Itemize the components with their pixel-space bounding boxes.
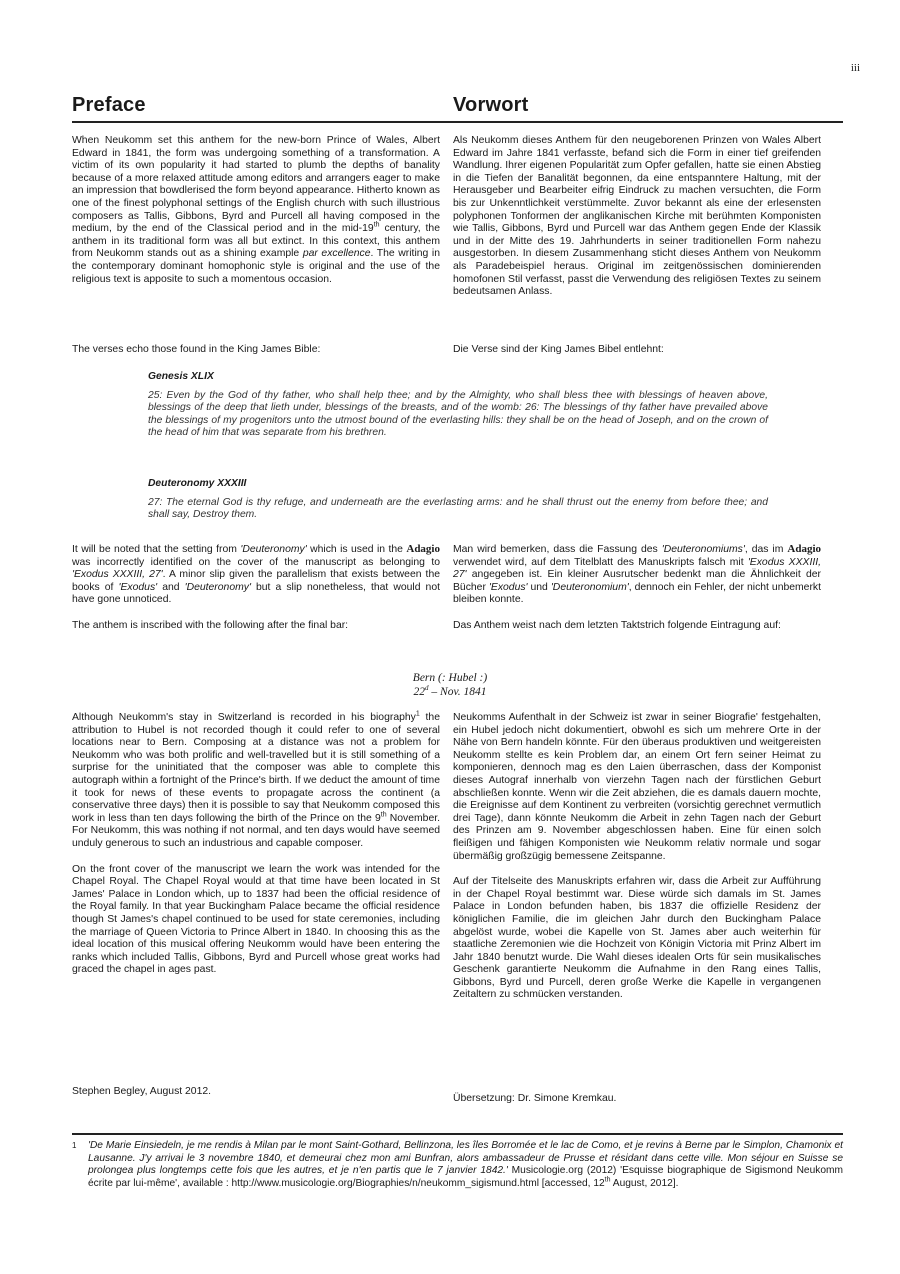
superscript: d [425, 684, 429, 693]
text: When Neukomm set this anthem for the new-born Prince of Wales, Albert Edward in 1841, the form was undergoing something of a transformation. A victim of its own popularity it had started to plumb the depths of banality because of a more relaxed attitude among editors and arrangers eager to make an impression that bowdlerised the form beyond appearance. Hitherto known as one of the finest polyphonal settings of the English church with such illustrious composers as Tallis, Gibbons, Byrd and Purcell all having composed in the medium, by the end of the Classical period and in the mid-19 [72, 135, 440, 235]
italic-text: par excellence [302, 248, 371, 260]
footnote-mark: 1 [72, 1141, 77, 1150]
genesis-block [148, 371, 768, 450]
switzerland-paragraph: Neukomms Aufenthalt in der Schweiz ist zwar in seiner Biografie' festgehalten, ein Hubel jedoch nicht dokumentiert, obwohl es sich um mehrere Orte in der Nähe von Bern handeln könnte. Für den überaus produktiven und weitgereisten Neukomm stellte es kein Problem dar, an einem Ort fern seiner Heimat zu komponieren, dennoch mag es den Laien überraschen, dass der Komponist dieses Autograf innerhalb von vierzehn Tagen nach der fürstlichen Geburt abschließen konnte. Wenn wir die Zeit abziehen, die es damals dauern mochte, die Ereignisse auf dem Kontinent zu verbreiten (vorsichtig gerechnet vermutlich drei Tage), dann könnte Neukomm die Arbeit in zehn Tagen nach der Geburt des Prinzen am 9. November abgeschlossen haben. Eine für einen solch fleißigen und fähigen Komponisten wie Neukomm relativ normale und sogar übermäßig großzügig bemessene Zeitspanne. [453, 712, 821, 862]
cover-paragraph: On the front cover of the manuscript we learn the work was intended for the Chapel Royal. The Chapel Royal would at that time have been located in St James' Palace in London which, up to 1837 had been the official residence of the Royal family. In that year Buckingham Palace became the official residence though St James's chapel continued to be used for state ceremonies, including the marriage of Queen Victoria to Prince Albert in 1840. In choosing this as the ideal location of this musical offering Neukomm would have been entering the ranks which included Tallis, Gibbons, Byrd and Purcell whose great works had graced the chapel in ages past. [72, 863, 440, 976]
german-deuteronomy-note [453, 543, 821, 646]
italic-text: 'Exodus' [488, 581, 528, 593]
deuteronomy-note-paragraph [72, 543, 440, 607]
signature-text: Stephen Begley, August 2012. [72, 1086, 212, 1097]
text: Although Neukomm's stay in Switzerland is recorded in his biography [72, 712, 416, 723]
english-intro-paragraph [72, 135, 440, 286]
deuteronomy-text: 27: The eternal God is thy refuge, and underneath are the everlasting arms: and he shall thrust out the enemy from before thee; and shall say, Destroy them. [148, 496, 768, 521]
inscribed-text: Das Anthem weist nach dem letzten Taktstrich folgende Eintragung auf: [453, 619, 781, 631]
text: century, the anthem in its traditional form was all but extinct. In this context, this anthem from Neukomm stands out as a shining example [72, 223, 440, 260]
text: angegeben ist. Ein kleiner Ausrutscher bedenkt man die Ähnlichkeit der Bücher [453, 569, 821, 593]
text: . The writing in the contemporary dominant homophonic style is original and the use of the religious text is apposite to such a momentous occasion. [72, 248, 440, 285]
inscription-line-2 [300, 685, 600, 699]
text: 22 [413, 686, 426, 698]
genesis-title: Genesis XLIX [148, 371, 214, 382]
adagio-term: Adagio [787, 543, 822, 555]
text: was incorrectly identified on the cover of the manuscript as belonging to [72, 556, 440, 568]
genesis-text: 25: Even by the God of thy father, who shall help thee; and by the Almighty, who shall bless thee with blessings of heaven above, blessings of the deep that lieth under, blessings of the breasts, and of the womb: 26: The blessings of thy father have prevailed above the blessings of my progenitors unto the utmost bound of the everlasting hills: they shall be on the head of Joseph, and on the crown of the head of him that was separate from his brethren. [148, 389, 768, 439]
english-signature [72, 1086, 440, 1112]
italic-text: 'De Marie Einsiedeln, je me rendis à Milan par le mont Saint-Gothard, Bellinzona, les îles Borromée et le lac de Como, et je revins à Berne par le Simplon, Chamonix et Lausanne. J'y arrivai le 3 novembre 1840, et demeurai chez mon ami Bunfran, alors ambassadeur de Prusse et résidant dans cette ville. Mon séjour en Suisse se prolongea plus longtemps cette fois que les autres, et je n'en partis que le 7 janvier 1842.' [88, 1140, 843, 1177]
english-verses-intro [72, 344, 440, 370]
vorwort-heading: Vorwort [453, 94, 529, 116]
page-number: iii [850, 62, 860, 74]
header-rule [72, 121, 843, 123]
deuteronomy-note-paragraph [453, 543, 821, 607]
superscript: th [380, 811, 387, 819]
text: . A minor slip given the parallelism that exists between the books of [72, 569, 440, 593]
footnote-text [88, 1140, 843, 1190]
preface-heading: Preface [72, 94, 146, 116]
cover-paragraph: Auf der Titelseite des Manuskripts erfahren wir, dass die Arbeit zur Aufführung in der Chapel Royal bestimmt war. Diese würde sich damals im St. James Palace in London befunden haben, bis 1837 die offizielle Residenz der königlichen Familie, die im gleichen Jahr durch den Buckingham Palace abgelöst wurde, wobei die Kapelle von St. James aber auch weiterhin für staatliche Zeremonien wie die Hochzeit von Königin Victoria mit Prinz Albert im Jahr 1840 benutzt wurde. Die Wahl dieses idealen Orts für sein musikalisches Geschenk garantierte Neukomm die Aufnahme in den Rang eines Tallis, Gibbons, Byrd und Purcell, deren große Werke die Kapelle in vergangenen Zeitaltern zu schmücken verstanden. [453, 876, 821, 1001]
italic-text: 'Deuteronomium' [550, 581, 629, 593]
italic-text: 'Deuteronomiums' [661, 544, 745, 555]
switzerland-paragraph [72, 712, 440, 851]
english-switzerland-column [72, 712, 440, 990]
italic-text: 'Deuteronomy' [184, 581, 251, 593]
text: verwendet wird, auf dem Titelblatt des Manuskripts falsch mit [453, 556, 748, 568]
text: – Nov. 1841 [428, 686, 487, 698]
verses-intro-text: The verses echo those found in the King James Bible: [72, 344, 321, 355]
superscript: th [373, 221, 380, 229]
inscription [300, 671, 600, 699]
footnote-ref: 1 [415, 710, 420, 718]
superscript: th [604, 1176, 611, 1184]
text: the attribution to Hubel is not recorded though it could refer to one of several locations near to Bern. Composing at a distance was not a problem for Neukomm who was both prolific and well-travelled but it is still something of a surprise for the uninitiated that the composer was able to complete this autograph within a fortnight of the Prince's birth. If we deduct the amount of time it took for news of these events to propagate across the continent (a conservative three days) then it is possible to say that Neukomm composed this work in less than ten days following the birth of the Prince on the 9 [72, 712, 440, 824]
text: Man wird bemerken, dass die Fassung des [453, 544, 662, 555]
german-translator [453, 1093, 821, 1119]
text: Musicologie.org (2012) 'Esquisse biographique de Sigismond Neukomm écrite par lui-même', available : http://www.musicologie.org/Biographies/n/neukomm_sigismund.html [accessed, 12 [88, 1165, 843, 1189]
text: November. For Neukomm, this was nothing if not normal, and ten days would have seemed unduly generous to such an industrious and capable composer. [72, 812, 440, 849]
italic-text: 'Deuteronomy' [240, 544, 307, 555]
text: , das im [744, 544, 788, 555]
deuteronomy-block [148, 478, 768, 532]
text: which is used in the [306, 544, 407, 555]
text: und [527, 581, 551, 593]
text: and [157, 581, 185, 593]
inscription-line-1: Bern (: Hubel :) [412, 672, 488, 684]
text: but a slip nonetheless, that would not have gone unnoticed. [72, 581, 440, 606]
german-switzerland-column [453, 712, 821, 1015]
footnote [72, 1140, 843, 1190]
english-deuteronomy-note [72, 543, 440, 646]
text: , dennoch ein Fehler, der nicht unbemerkt bleiben konnte. [453, 581, 822, 606]
translator-text: Übersetzung: Dr. Simone Kremkau. [453, 1093, 617, 1104]
verses-intro-text: Die Verse sind der King James Bibel entlehnt: [453, 344, 664, 355]
footnote-rule [72, 1133, 843, 1135]
german-verses-intro [453, 344, 821, 370]
italic-text: 'Exodus' [118, 581, 158, 593]
text: August, 2012]. [610, 1177, 679, 1189]
inscribed-text: The anthem is inscribed with the following after the final bar: [72, 619, 349, 631]
text: It will be noted that the setting from [72, 544, 241, 555]
adagio-term: Adagio [406, 543, 440, 555]
italic-text: 'Exodus XXXIII, 27' [453, 556, 821, 581]
deuteronomy-title: Deuteronomy XXXIII [148, 478, 247, 489]
english-intro-column [72, 135, 440, 299]
italic-text: 'Exodus XXXIII, 27' [72, 569, 163, 581]
german-intro-column [453, 135, 821, 312]
german-intro-paragraph: Als Neukomm dieses Anthem für den neugeborenen Prinzen von Wales Albert Edward im Jahre 1841 verfasste, befand sich die Form in einer tief greifenden Wandlung. Ihrer eigenen Popularität zum Opfer gefallen, hatte sie einen Abstieg in die Tiefen der Banalität begonnen, da eine entspanntere Haltung, mit der Herausgeber und Bearbeiter eifrig Eindruck zu machen versuchten, die Form bis zur Unkenntlichkeit verstümmelte. Zuvor bekannt als eine der erlesensten polyphonen Tonformen der anglikanischen Kirche mit berühmten Komponisten wie Tallis, Gibbons, Byrd und Purcell war das Anthem gegen Ende der Klassik und in der Mitte des 19. Jahrhunderts in seiner traditionellen Form nahezu ausgestorben. In diesem Zusammenhang sticht dieses Anthem von Neukomm als Paradebeispiel heraus. Original im zeitgenössischen dominierenden homofonen Stil verfasst, passt die Verwendung des religiösen Textes zu seinem bedeutsamen Anlass. [453, 135, 821, 298]
